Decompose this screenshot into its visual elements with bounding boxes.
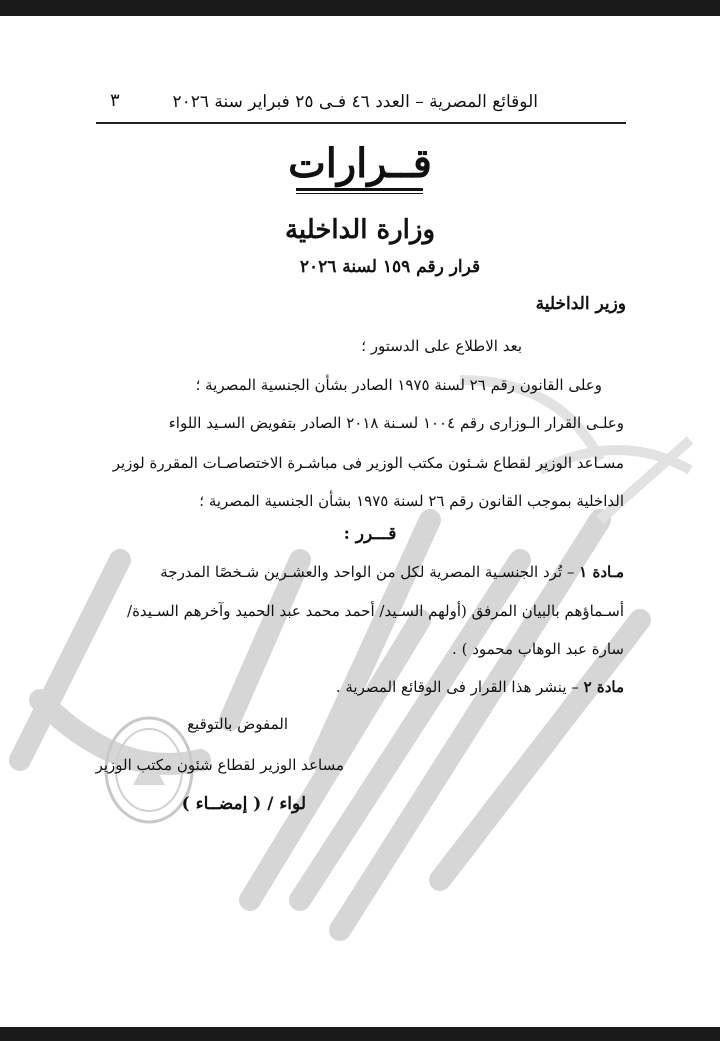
minister-heading: وزير الداخلية	[535, 294, 626, 314]
preamble-line: وعلى القانون رقم ٢٦ لسنة ١٩٧٥ الصادر بشأن الجنسية المصرية ؛	[195, 376, 602, 394]
article-2-text: – ينشر هذا القرار فى الوقائع المصرية .	[335, 678, 584, 696]
running-title: الوقائع المصرية – العدد ٤٦ فـى ٢٥ فبراير سنة ٢٠٢٦	[172, 92, 538, 112]
title-underline	[296, 188, 423, 191]
top-frame-bar	[0, 0, 720, 16]
signature-delegated: المفوض بالتوقيع	[187, 715, 288, 733]
decides-heading: قـــرر :	[343, 524, 397, 544]
article-2	[336, 678, 624, 696]
bottom-frame-bar	[0, 1027, 720, 1041]
signature-title: مساعد الوزير لقطاع شئون مكتب الوزير	[95, 756, 344, 774]
preamble-line: وعلـى القرار الـوزارى رقم ١٠٠٤ لسـنة ٢٠١٨ الصادر بتفويض السـيد اللواء	[168, 414, 624, 432]
preamble-line: الداخلية بموجب القانون رقم ٢٦ لسنة ١٩٧٥ بشأن الجنسية المصرية ؛	[199, 492, 624, 510]
title-underline-thin	[296, 193, 423, 194]
ministry-heading: وزارة الداخلية	[284, 215, 436, 245]
article-1-label: مـادة ١	[579, 563, 624, 581]
article-1	[160, 563, 624, 581]
article-2-label: مادة ٢	[583, 678, 624, 696]
page-number: ٣	[110, 90, 120, 111]
article-1-line: أسـماؤهم بالبيان المرفق (أولهم السـيد/ أحمد محمد عبد الحميد وآخرهم السـيدة/	[127, 602, 624, 620]
preamble-line: مسـاعد الوزير لقطاع شـئون مكتب الوزير فى مباشـرة الاختصاصـات المقررة لوزير	[112, 454, 624, 472]
section-title: قــرارات	[288, 140, 432, 187]
article-1-line: سارة عبد الوهاب محمود ) .	[452, 640, 624, 658]
article-1-text: – تُرد الجنسـية المصرية لكل من الواحد والعشـرين شـخصًا المدرجة	[160, 563, 580, 581]
decree-number: قرار رقم ١٥٩ لسنة ٢٠٢٦	[299, 257, 481, 277]
preamble-line: بعد الاطلاع على الدستور ؛	[361, 337, 522, 355]
signature-name: لواء / ( إمضــاء )	[181, 794, 306, 814]
page-header	[96, 86, 626, 124]
